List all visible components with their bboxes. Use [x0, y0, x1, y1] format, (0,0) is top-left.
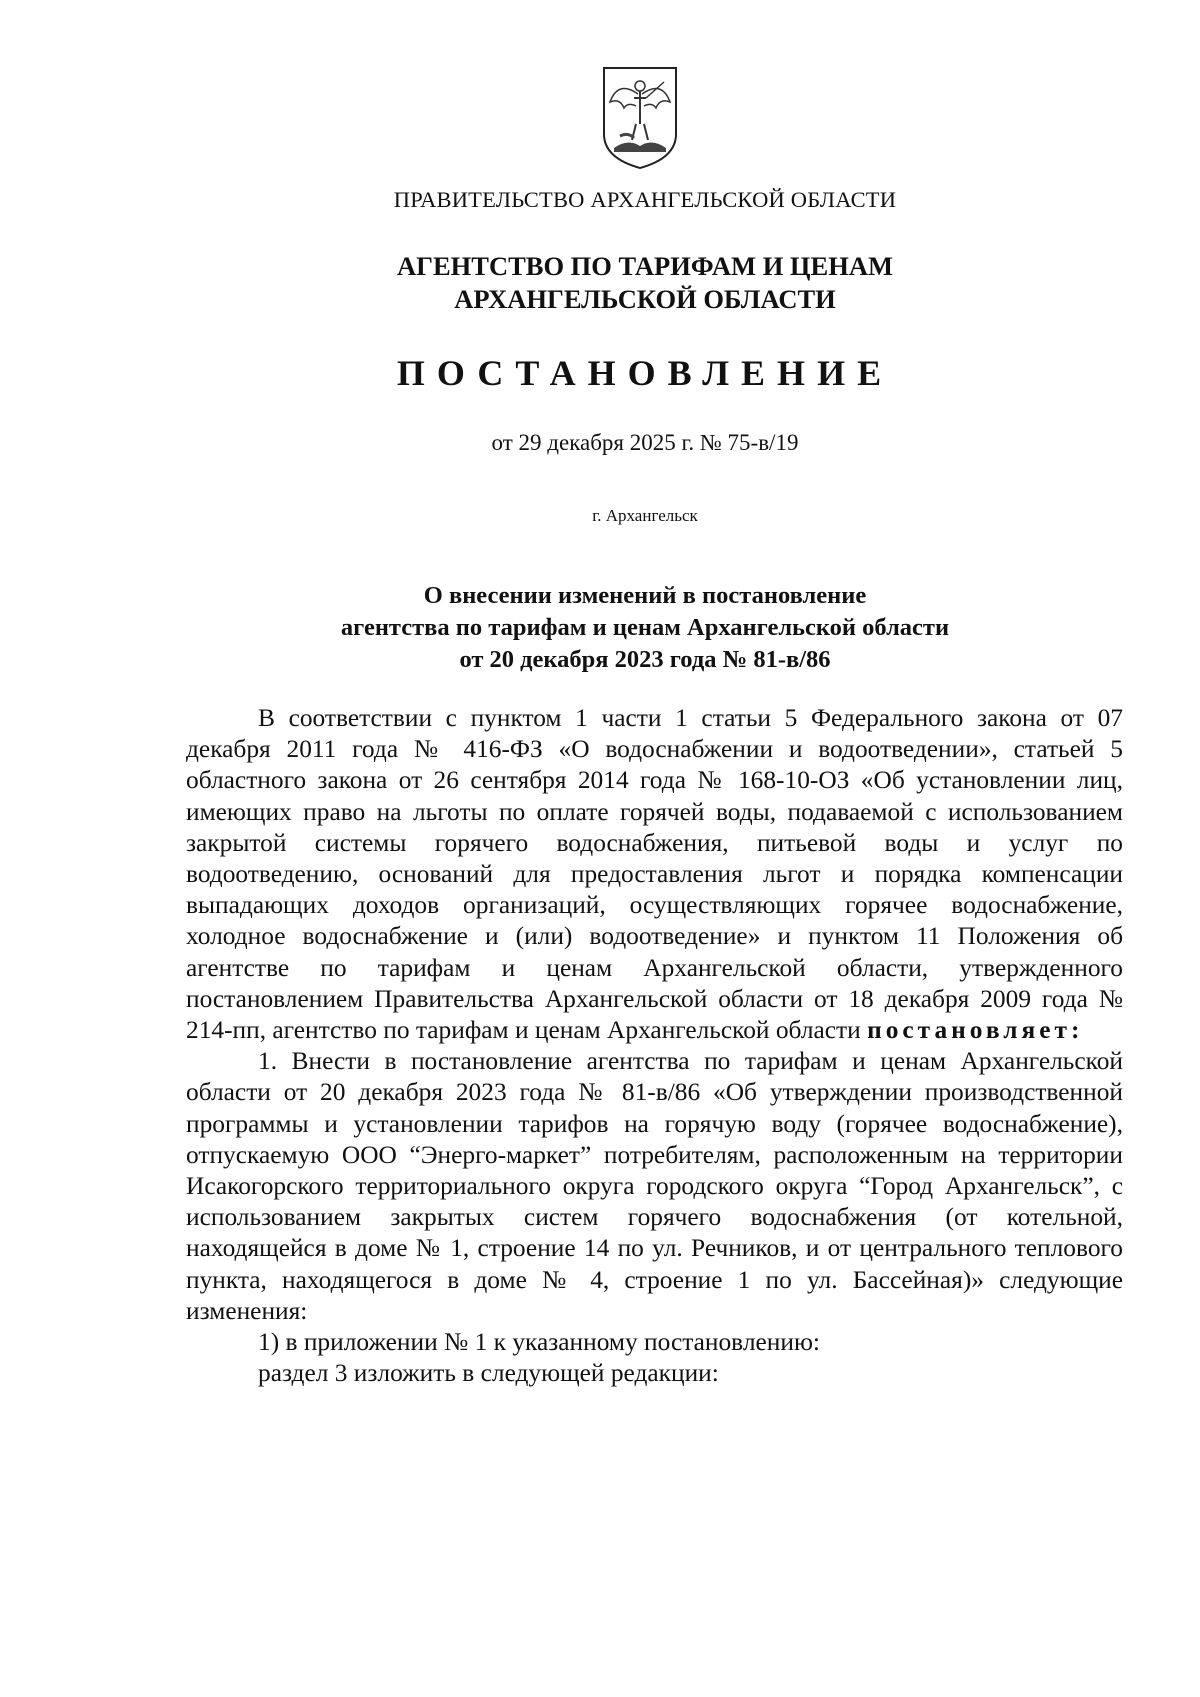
document-type: ПОСТАНОВЛЕНИЕ: [396, 353, 894, 393]
preamble-paragraph: [186, 703, 1123, 1046]
coat-of-arms-icon: [598, 62, 682, 172]
item-1-paragraph: 1. Внести в постановление агентства по тарифам и ценам Архангельской области от 20 декабря 2023 года № 81-в/86 «Об утверждении производственной программы и установлении тарифов на горячую воду (горячее водоснабжение), отпускаемую ООО “Энерго-маркет” потребителям, расположенным на территории Исакогорского территориального округа городского округа “Город Архангельск”, с использованием закрытых систем горячего водоснабжения (от котельной, находящейся в доме № 1, строение 14 по ул. Речников, и от центрального теплового пункта, находящегося в доме № 4, строение 1 по ул. Бассейная)» следующие изменения:: [186, 1047, 1123, 1325]
subject-line3: от 20 декабря 2023 года № 81-в/86: [459, 646, 831, 673]
subitem-1-paragraph: 1) в приложении № 1 к указанному постановлению:: [258, 1328, 820, 1357]
agency-title-line2: АРХАНГЕЛЬСКОЙ ОБЛАСТИ: [454, 284, 836, 314]
document-body: [186, 703, 1123, 1389]
document-date-number: от 29 декабря 2025 г. № 75-в/19: [491, 430, 799, 455]
agency-title-line1: АГЕНТСТВО ПО ТАРИФАМ И ЦЕНАМ: [397, 251, 893, 281]
document-subject: [0, 580, 1200, 676]
document-city: г. Архангельск: [592, 506, 698, 525]
subject-line1: О внесении изменений в постановление: [423, 582, 867, 609]
agency-title: [0, 250, 1200, 316]
resolves-word: постановляет:: [867, 1016, 1084, 1045]
subject-line2: агентства по тарифам и ценам Архангельской области: [340, 614, 950, 641]
subitem-1-text-paragraph: раздел 3 изложить в следующей редакции:: [258, 1359, 719, 1388]
government-title: ПРАВИТЕЛЬСТВО АРХАНГЕЛЬСКОЙ ОБЛАСТИ: [393, 187, 897, 212]
preamble-text: В соответствии с пунктом 1 части 1 статьи 5 Федерального закона от 07 декабря 2011 года № 416-ФЗ «О водоснабжении и водоотведении», статьей 5 областного закона от 26 сентября 2014 года № 168-10-ОЗ «Об установлении лиц, имеющих право на льготы по оплате горячей воды, подаваемой с использованием закрытой системы горячего водоснабжения, питьевой воды и услуг по водоотведению, оснований для предоставления льгот и порядка компенсации выпадающих доходов организаций, осуществляющих горячее водоснабжение, холодное водоснабжение и (или) водоотведение» и пунктом 11 Положения об агентстве по тарифам и ценам Архангельской области, утвержденного постановлением Правительства Архангельской области от 18 декабря 2009 года № 214-пп, агентство по тарифам и ценам Архангельской области: [186, 704, 1123, 1045]
